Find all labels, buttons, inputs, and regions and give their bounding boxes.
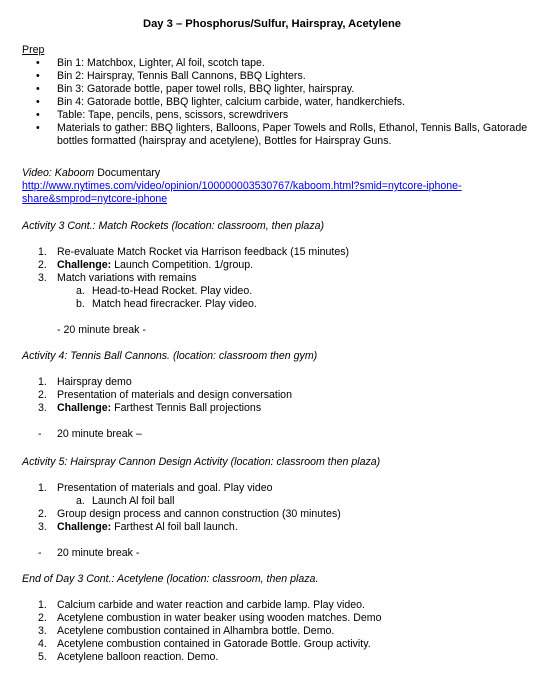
list-item: • Bin 1: Matchbox, Lighter, Al foil, scotch tape.	[22, 57, 532, 70]
video-link-line1[interactable]: http://www.nytimes.com/video/opinion/100000003530767/kaboom.html?smid=nytcore-iphone-	[22, 180, 462, 192]
break-note	[22, 547, 532, 560]
item-number: 5.	[38, 651, 47, 663]
activity5-section	[22, 456, 532, 560]
prep-heading: Prep	[22, 44, 45, 56]
item-letter: a.	[76, 285, 85, 297]
break-dash: -	[38, 547, 42, 559]
video-line	[22, 167, 532, 180]
list-item	[22, 612, 532, 625]
item-number: 2.	[38, 508, 47, 520]
item-text: Calcium carbide and water reaction and carbide lamp. Play video.	[57, 599, 365, 611]
list-item	[22, 246, 532, 259]
item-text: Presentation of materials and goal. Play video	[57, 482, 273, 494]
item-number: 2.	[38, 389, 47, 401]
list-item	[22, 259, 532, 272]
video-label: Video: Kaboom	[22, 167, 95, 179]
item-number: 3.	[38, 521, 47, 533]
item-bold: Challenge:	[57, 402, 112, 414]
item-letter: b.	[76, 298, 85, 310]
item-bold: Challenge:	[57, 259, 112, 271]
item-text: Match head firecracker. Play video.	[92, 298, 257, 310]
item-text: Presentation of materials and design conversation	[57, 389, 292, 401]
item-letter: a.	[76, 495, 85, 507]
item-text: Head-to-Head Rocket. Play video.	[92, 285, 253, 297]
list-item	[22, 482, 532, 495]
item-text: Group design process and cannon construction (30 minutes)	[57, 508, 341, 520]
list-item	[22, 625, 532, 638]
item-number: 1.	[38, 246, 47, 258]
video-suffix: Documentary	[94, 167, 161, 179]
item-number: 2.	[38, 259, 47, 271]
activity3-heading: Activity 3 Cont.: Match Rockets (location: classroom, then plaza)	[22, 220, 325, 232]
end-heading: End of Day 3 Cont.: Acetylene (location: classroom, then plaza.	[22, 573, 319, 585]
break-text: 20 minute break –	[57, 428, 142, 440]
end-list	[22, 599, 532, 664]
prep-section	[22, 44, 532, 148]
list-item: • Bin 4: Gatorade bottle, BBQ lighter, calcium carbide, water, handkerchiefs.	[22, 96, 532, 109]
item-text: Acetylene combustion in water beaker using wooden matches. Demo	[57, 612, 382, 624]
list-item	[22, 402, 532, 415]
prep-list	[22, 57, 532, 148]
video-link-line2[interactable]: share&smprod=nytcore-iphone	[22, 193, 168, 205]
activity3-list	[22, 246, 532, 285]
list-item	[22, 272, 532, 285]
list-item	[22, 521, 532, 534]
activity4-section	[22, 350, 532, 441]
item-text: Match variations with remains	[57, 272, 197, 284]
item-text: Launch Competition. 1/group.	[111, 259, 254, 271]
item-text: Farthest Tennis Ball projections	[111, 402, 262, 414]
activity3-sublist	[22, 285, 532, 311]
item-number: 3.	[38, 272, 47, 284]
item-text: Acetylene balloon reaction. Demo.	[57, 651, 219, 663]
list-item: • Bin 2: Hairspray, Tennis Ball Cannons, BBQ Lighters.	[22, 70, 532, 83]
activity4-heading: Activity 4: Tennis Ball Cannons. (location: classroom then gym)	[22, 350, 318, 362]
list-item: • Bin 3: Gatorade bottle, paper towel rolls, BBQ lighter, hairspray.	[22, 83, 532, 96]
item-text: Hairspray demo	[57, 376, 132, 388]
break-note: - 20 minute break -	[57, 324, 146, 336]
break-dash: -	[38, 428, 42, 440]
list-item	[22, 638, 532, 651]
break-note	[22, 428, 532, 441]
activity5-heading: Activity 5: Hairspray Cannon Design Activity (location: classroom then plaza)	[22, 456, 381, 468]
video-section	[22, 167, 532, 206]
item-number: 1.	[38, 599, 47, 611]
list-item	[22, 298, 532, 311]
break-text: 20 minute break -	[57, 547, 140, 559]
end-section	[22, 573, 532, 664]
list-item	[22, 508, 532, 521]
activity5-list-cont	[22, 508, 532, 534]
list-item: • Materials to gather: BBQ lighters, Balloons, Paper Towels and Rolls, Ethanol, Tennis Balls, Gatorade bottles formatted (hairspray and acetylene), Bottles for Hairspray Guns.	[22, 122, 532, 148]
activity5-sublist	[22, 495, 532, 508]
item-number: 3.	[38, 625, 47, 637]
item-number: 1.	[38, 376, 47, 388]
item-number: 4.	[38, 638, 47, 650]
list-item	[22, 651, 532, 664]
activity4-list	[22, 376, 532, 415]
item-text: Acetylene combustion contained in Alhambra bottle. Demo.	[57, 625, 335, 637]
item-number: 3.	[38, 402, 47, 414]
item-bold: Challenge:	[57, 521, 112, 533]
page-title: Day 3 – Phosphorus/Sulfur, Hairspray, Acetylene	[142, 18, 402, 30]
list-item	[22, 599, 532, 612]
video-link[interactable]	[22, 180, 532, 206]
item-number: 2.	[38, 612, 47, 624]
list-item	[22, 389, 532, 402]
item-text: Acetylene combustion contained in Gatorade Bottle. Group activity.	[57, 638, 371, 650]
item-text: Launch Al foil ball	[92, 495, 175, 507]
item-text: Re-evaluate Match Rocket via Harrison feedback (15 minutes)	[57, 246, 350, 258]
item-number: 1.	[38, 482, 47, 494]
list-item	[22, 495, 532, 508]
activity3-section	[22, 220, 532, 337]
list-item: • Table: Tape, pencils, pens, scissors, screwdrivers	[22, 109, 532, 122]
activity5-list	[22, 482, 532, 495]
item-text: Farthest Al foil ball launch.	[111, 521, 238, 533]
list-item	[22, 376, 532, 389]
list-item	[22, 285, 532, 298]
